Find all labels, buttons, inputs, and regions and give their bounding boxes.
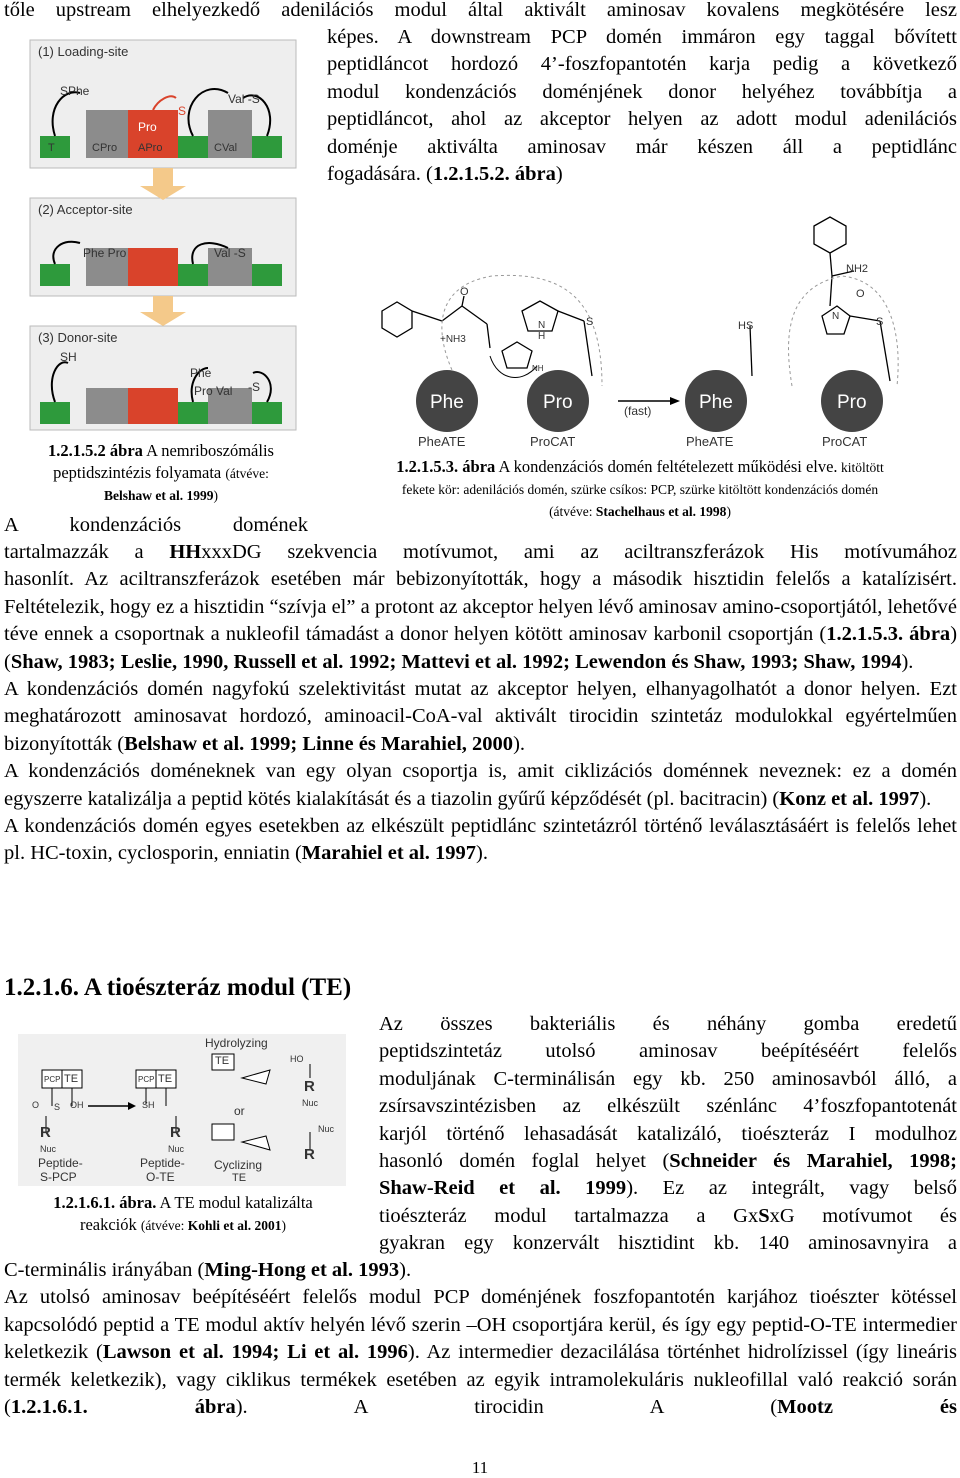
label-or: or: [234, 1104, 245, 1118]
label-sh-te: SH: [142, 1100, 155, 1110]
panel-donor-label: (3) Donor-site: [38, 330, 118, 345]
para1-start: A kondenzációs domének: [4, 514, 308, 536]
body-paragraphs: [4, 539, 957, 868]
caption-fig-152: 1.2.1.5.2 ábra A nemriboszómális peptidszintézis folyamata (átvéve: Belshaw et al. 1999): [48, 441, 274, 503]
label-nuc-3: Nuc: [302, 1098, 319, 1108]
label-pro-right: Pro: [837, 392, 867, 413]
label-r-1: R: [40, 1124, 51, 1141]
te-line-4: zsírsavszintézisben az elkészült szénlánc 4’foszfopantotenát: [379, 1095, 957, 1118]
label-h-1: H: [538, 331, 546, 342]
label-nh: NH: [532, 364, 544, 373]
label-s: S: [178, 104, 187, 118]
label-s-1261: S: [54, 1102, 61, 1112]
label-o-te: O-TE: [146, 1170, 175, 1184]
arrow-down-2: [140, 296, 186, 326]
label-n-1: N: [538, 320, 546, 331]
intro-line-6: doménje aktiválta aminosav már készen áll a peptidlánc: [327, 135, 957, 158]
para1-rest: hasonlít. Az aciltranszferázok esetében már bebizonyították, hogy a második hisztidin felelős a katalízisért. Feltételezik, hogy ez a hisztidin “szívja el” a protont az akceptor helyen lévő aminosav amino-csoportjától, lehetővé téve ennek a csoportnak a nukleofil támadást a donor helyen kötött aminosav karbonil csoportján (1.2.1.5.3. ábra) (Shaw, 1983; Leslie, 1990, Russell et al. 1992; Mattevi et al. 1992; Lewendon és Shaw, 1993; Shaw, 1994).: [4, 568, 958, 673]
label-pro-val: Pro Val: [194, 384, 233, 398]
label-r-4: R: [304, 1146, 315, 1163]
arrow-down-1: [140, 168, 186, 200]
label-o-1: O: [460, 286, 469, 298]
label-r-3: R: [304, 1078, 315, 1095]
caption-fig-1261: 1.2.1.6.1. ábra. A TE modul katalizálta reakciók (átvéve: Kohli et al. 2001): [53, 1193, 313, 1234]
label-oh: OH: [70, 1100, 84, 1110]
label-cval: CVal: [214, 142, 238, 154]
page-number: 11: [471, 1458, 489, 1477]
label-nuc-2: Nuc: [168, 1144, 185, 1154]
intro-wrap-text: [327, 24, 957, 188]
label-pcp-1: PCP: [44, 1075, 61, 1084]
label-peptide-s-pcp: Peptide-: [38, 1156, 83, 1170]
te-line-10: C-terminális irányában (Ming-Hong et al. 1993).: [4, 1259, 412, 1281]
label-cyclizing: Cyclizing: [214, 1158, 263, 1172]
label-pro: Pro: [138, 120, 157, 134]
label-s-2: -S: [248, 380, 260, 394]
label-nh3: +NH3: [440, 334, 466, 345]
caption-fig-153: 1.2.1.5.3. ábra A kondenzációs domén feltételezett működési elve. kitöltött fekete kör: adenilációs domén, szürke csíkos: PCP, szürke kitöltött kondenzációs domén (átvéve: Stachelhaus et al. 1998): [396, 457, 884, 519]
para4: A kondenzációs domén egyes esetekben az elkészült peptidlánc szintetázról történő leválasztásáért is felelős lehet pl. HC-toxin, cyclosporin, enniatin (Marahiel et al. 1997).: [4, 815, 957, 865]
final-text: [4, 1257, 957, 1421]
intro-line-3: peptidláncot hordozó 4’-foszfopantotén karja pedig a következő: [327, 53, 957, 76]
label-phe: Phe: [190, 366, 212, 380]
label-te-cyc: TE: [232, 1172, 247, 1184]
label-r-2: R: [170, 1124, 181, 1141]
te-line-9: gyakran egy konzervált hisztidint kb. 140 aminosavnyira a: [379, 1232, 957, 1255]
label-hydrolyzing: Hydrolyzing: [205, 1036, 268, 1050]
te-line-6: hasonló domén foglal helyet (Schneider és Marahiel, 1998;: [379, 1150, 957, 1173]
final-paragraph: Az utolsó aminosav beépítéséért felelős modul PCP doménjének foszfopantotén karjához tioészter kötéssel kapcsolódó peptid a TE modul aktív helyén lévő szerin –OH csoportjára kerül, és így egy peptid-O-TE intermedier keletkezik (Lawson et al. 1994; Li et al. 1996). Az intermedier dezacilálása történhet hidrolízissel (így lineáris termék keletkezik), vagy ciklikus termékek esetében az egyik intramolekuláris nukleofillal való reakció során (1.2.1.6.1. ábra). A tirocidin A (Mootz és: [4, 1286, 958, 1419]
label-o-2: O: [856, 288, 865, 300]
te-line-3: moduljának C-terminálisán egy kb. 250 aminosavból álló, a: [379, 1067, 957, 1090]
te-line-7: Shaw-Reid et al. 1999). Ez az integrált, vagy belső: [379, 1177, 958, 1200]
figure-te-reactions: [18, 1034, 346, 1186]
te-wrap-text: [379, 1011, 957, 1258]
label-apro: APro: [138, 142, 163, 154]
intro-line-2: képes. A downstream PCP domén immáron egy taggal bővített: [327, 26, 957, 48]
label-sphe: SPhe: [60, 84, 90, 98]
figure-condensation-mechanism: [372, 216, 904, 452]
label-hs: HS: [738, 320, 754, 332]
para1-line1: tartalmazzák a HHxxxDG szekvencia motívumot, ami az aciltranszferázok His motívumához: [4, 541, 957, 563]
label-s-pcp: S-PCP: [40, 1170, 77, 1184]
label-phe-right: Phe: [699, 392, 733, 413]
te-line-5: karjól történő lehasadását katalizáló, tioészteráz I modulhoz: [379, 1122, 957, 1145]
label-te-2: TE: [158, 1073, 173, 1085]
label-nuc-4: Nuc: [318, 1124, 335, 1134]
label-sh: SH: [60, 350, 77, 364]
label-val-s: Val -S: [228, 92, 260, 106]
label-procat-right: ProCAT: [822, 434, 868, 449]
label-nh2: NH2: [846, 263, 869, 275]
intro-line-1: tőle upstream elhelyezkedő adenilációs modul által aktivált aminosav kovalens megkötésére lesz: [4, 0, 957, 21]
label-pheate-left: PheATE: [418, 434, 466, 449]
panel-loading-label: (1) Loading-site: [38, 44, 129, 59]
te-line-1: Az összes bakteriális és néhány gomba eredetű: [379, 1013, 957, 1035]
label-peptide-o-te: Peptide-: [140, 1156, 185, 1170]
label-procat-left: ProCAT: [530, 434, 576, 449]
intro-line-4: modul kondenzációs doménjének donor helyéhez továbbítja a: [327, 80, 957, 103]
panel-acceptor-label: (2) Acceptor-site: [38, 202, 133, 217]
label-fast: (fast): [624, 404, 652, 418]
label-te-hydro: TE: [215, 1055, 230, 1067]
label-ho: HO: [290, 1054, 304, 1064]
figure-nrps-process: [28, 38, 298, 438]
label-cpro: CPro: [92, 142, 118, 154]
label-pro-left: Pro: [543, 392, 573, 413]
para3: A kondenzációs doméneknek van egy olyan csoportja is, amit ciklizációs doménnek neveznek: ez a domén egyszerre katalizálja a peptid kötés kialakítását és a tiazolin gyűrű képződését (pl. bacitracin) (Konz et al. 1997).: [4, 760, 957, 810]
label-nuc-1: Nuc: [40, 1144, 57, 1154]
intro-line-7: fogadására. (1.2.1.5.2. ábra): [327, 163, 563, 186]
label-t1: T: [48, 142, 55, 154]
te-line-8: tioészteráz modul tartalmazza a GxSxG motívumot és: [379, 1204, 957, 1227]
label-phe-left: Phe: [430, 392, 464, 413]
label-pheate-right: PheATE: [686, 434, 734, 449]
label-val-s-2: Val -S: [214, 246, 246, 260]
label-pcp-2: PCP: [138, 1075, 155, 1084]
label-te-1: TE: [64, 1073, 79, 1085]
section-title: 1.2.1.6. A tioészteráz modul (TE): [4, 974, 352, 1001]
label-s-2b: S: [876, 316, 884, 328]
label-phe-pro: Phe Pro: [83, 246, 127, 260]
intro-line-5: peptidláncot, ahol az akceptor helyen az adott modul adenilációs: [327, 108, 957, 131]
label-o-1261: O: [32, 1100, 40, 1110]
para2: A kondenzációs domén nagyfokú szelektivitást mutat az akceptor helyen, elhanyagolhatót a donor helyen. Ezt meghatározott aminosavat hordozó, aminoacil-CoA-val aktivált tirocidin szintetáz modulokkal egyértelműen bizonyították (Belshaw et al. 1999; Linne és Marahiel, 2000).: [4, 678, 957, 755]
label-n-2: N: [832, 311, 840, 322]
te-line-2: peptidszintetáz utolsó aminosav beépítéséért felelős: [379, 1040, 957, 1063]
label-s-1: S: [586, 316, 594, 328]
